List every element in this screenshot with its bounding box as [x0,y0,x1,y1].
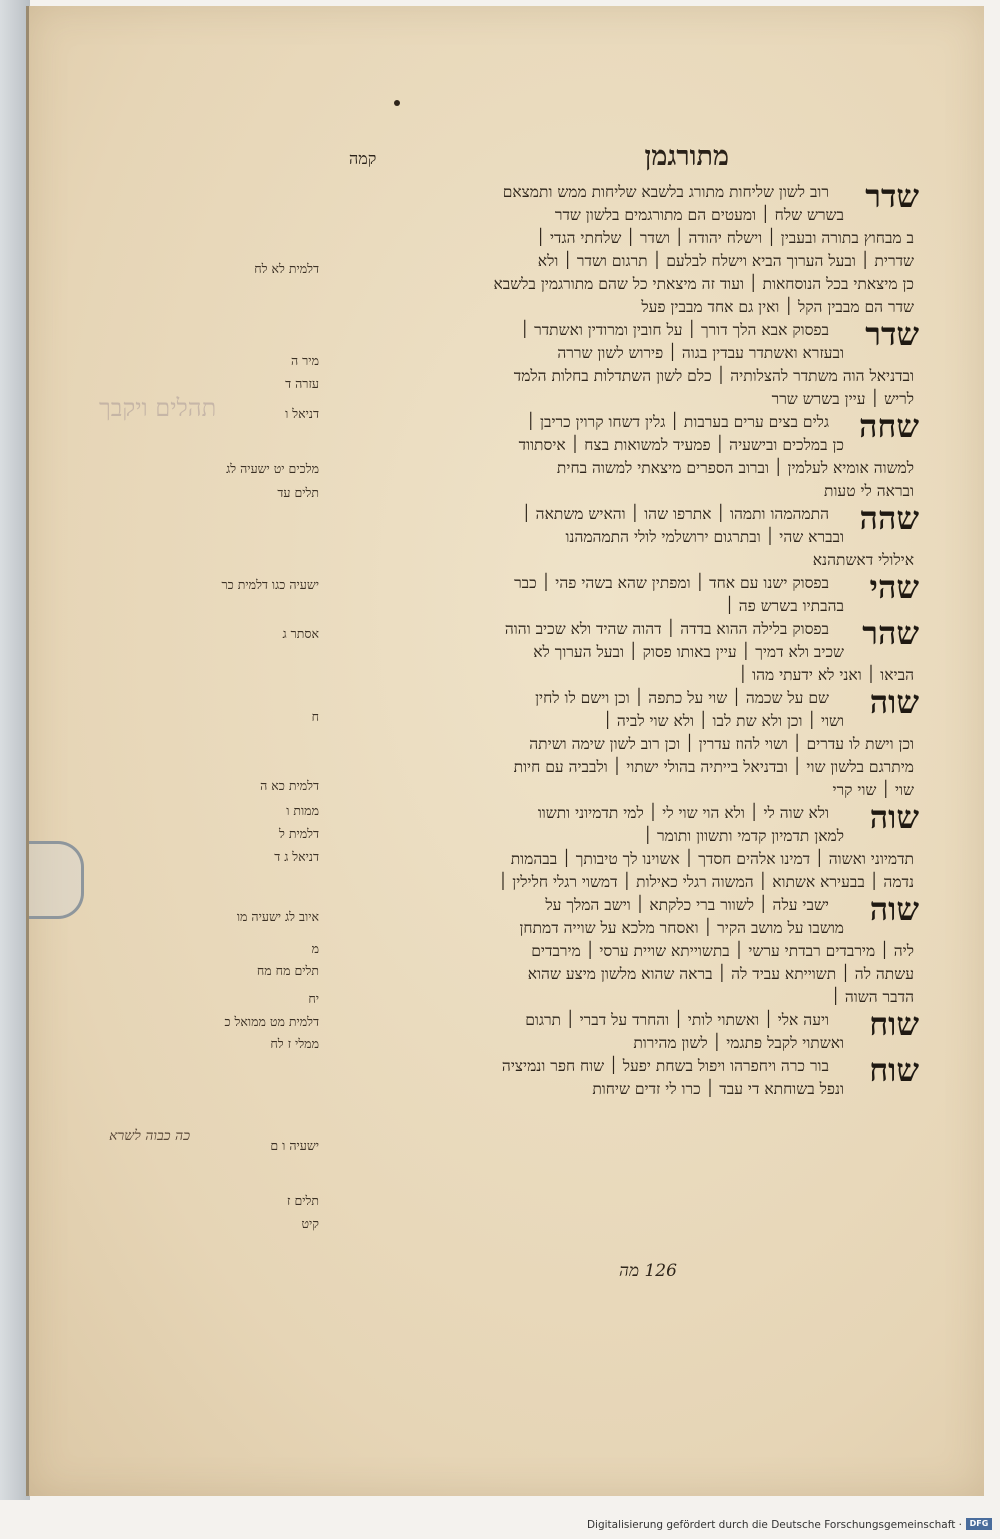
entry-headword: שוה [869,798,919,836]
entry-text-line: גלים בצים ערים בערבות ׀ גלין דשחו קרוין כריבן ׀ [526,413,829,431]
margin-reference: מלכים יט ישעיה לג [226,461,319,476]
entry-headword: שדר [865,315,919,353]
entry-text-line: כן במלכים ובישעיה ׀ פמעיד למשואות בצח ׀ איסתווד [518,436,844,454]
margin-reference: מ [311,941,319,956]
entry-text-line: בפסוק ישנו עם אחד ׀ ומפתין שהא בשהי פהי ׀ כבר [514,574,829,592]
handwritten-margin-note: כה כבוה לשרא [109,1128,191,1144]
dfg-logo: DFG [966,1518,992,1530]
margin-reference: עזרה ד [285,376,319,391]
margin-reference: ישעיה ו ם [270,1138,319,1153]
dictionary-entry [314,177,919,319]
page-header [349,141,729,181]
entry-text-line: בשרש שלח ׀ ומעטים הם מתורגמים בלשון שדר [554,206,844,224]
margin-reference: ח [311,709,319,724]
book-page [26,6,984,1496]
margin-reference: דלמית כא ה [260,778,319,793]
margin-reference: תלים מח מח [256,963,319,978]
margin-reference: אסתר ג [282,626,319,641]
margin-reference: דניאל ג ד [274,849,319,864]
entry-headword: שהה [859,499,919,537]
signature-mark: 126 מה [619,1261,677,1281]
entry-text-line: וכן וישת לו עדרים ׀ ושוי להוז עדרין ׀ וכן רוב לשון שימה ושיתה [529,735,914,753]
entry-text-line: ונפל בשוחתא די עבד ׀ כרו לי זדים שיחות [592,1080,844,1098]
entry-text-line: שוי ׀ שוי קרי [832,781,914,799]
entry-text-line: שם על שכמה ׀ שוי על כתפה ׀ וכן וישם לו לחין [535,689,829,707]
margin-reference: תלים ז [286,1193,319,1208]
entry-text-line: הביאו ׀ ואני לא ידעתי מהו ׀ [738,666,914,684]
digitization-credit: Digitalisierung gefördert durch die Deutsche Forschungsgemeinschaft · [586,1519,962,1531]
dictionary-entry [314,315,919,411]
entry-headword: שוה [869,890,919,928]
entry-headword: שהי [869,568,919,606]
dictionary-entry [314,407,919,503]
margin-reference: ישעיה כגו דלמית כר [221,577,319,592]
dictionary-entry [314,1051,919,1101]
margin-reference: תלים עד [277,485,319,500]
entry-text-line: שדרית ׀ ובעל הערוך הביא וישלח לבלעם ׀ תרגום ושדר ׀ ולא [537,252,914,270]
entry-headword: שוח [869,1005,919,1043]
entry-text-line: למאן תדמיון קדמי ותשוון ותומר ׀ [643,827,844,845]
entry-text-line: ובדניאל הוה משתדר להצלותיה ׀ כלם לשון השתדלות בחלות הלמד [513,367,914,385]
ink-dot [394,100,400,106]
entry-text-line: בור כרה ויחפרהו ויפול בשחת יפעל ׀ שוח חפר ונמיציה [501,1057,829,1075]
entry-text-line: שכיב ולא דמיך ׀ עיין באותו פסוק ׀ ובעל הערוך לא [533,643,844,661]
margin-reference: דלמית לא לח [254,261,319,276]
entry-headword: שהר [862,614,919,652]
entry-text-line: ישבי עלה ׀ לשוור ברי כלקתא ׀ וישב המלך על [545,896,829,914]
paper-clip [29,841,84,919]
dictionary-entry [314,568,919,618]
entry-text-line: ב מבחוץ בתורה ובעבין ׀ וישלח יהודה ׀ ושדר ׀ שלחתי הגדי ׀ [536,229,914,247]
margin-reference: קיט [301,1216,319,1231]
margin-reference: איוב לג ישעיה מו [236,909,319,924]
entry-text-line: ובעזרא ואשתדר עבדין בגוה ׀ פירוש לשון שררה [557,344,844,362]
margin-reference: ממלי ז לח [270,1036,319,1051]
entry-text-line: ובראה לי טעות [824,482,914,500]
entry-text-line: התמהמהו ותמהו ׀ אתרפו שהו ׀ והאיש משתאה ׀ [522,505,829,523]
entry-text-line: ושוי ׀ וכן ולא שת לבו ׀ ולא שוי לביה ׀ [603,712,844,730]
entry-text-line: רוב לשון שליחות מתורג בלשבא שליחות ממש ותמצאם [502,183,829,201]
entry-text-line: נדמה ׀ בבעירא אשתוא ׀ המשוה רגלי כאילות ׀ דמשוי רגלי חלילין ׀ [498,873,914,891]
entry-headword: שדר [865,177,919,215]
dictionary-entry [314,614,919,687]
margin-reference: מיר ה [291,353,319,368]
dictionary-entry [311,683,919,802]
entry-text-line: מושבו על מושב הקיר ׀ ואסחר מלכא על שוייה דמתחן [519,919,844,937]
entry-text-line: ולא שוה לי ׀ ולא הוי שוי לי ׀ למי תדמיוני ותשוו [537,804,829,822]
margin-reference: ממות ו [286,803,319,818]
entry-text-line: הדבר השוה ׀ [831,988,914,1006]
entry-text-line: כן מיצאתי בכל הנוסחאות ׀ ועוד זה מיצאתי כל שהם מתורגמין בלשבא [493,275,914,293]
running-title: מתורגמן [644,141,729,172]
entry-text-line: ובברא שהי ׀ ובתרגום ירושלמי לולי התמהמהנו [565,528,844,546]
entry-text-line: בפסוק אבא הלך דורך ׀ על חובין ומרודין ואשתדר ׀ [520,321,829,339]
entry-text-line: שדר הם מבבין הקל ׀ ואין גם אחד מבבין פעל [641,298,914,316]
dictionary-entry [314,798,919,894]
folio-number: קמה [349,149,377,168]
entry-text-line: עשתה לה ׀ תשוייתא עביד לה ׀ בראה שהוא מלשון מיצע שהוא [527,965,914,983]
entry-text-line: תדמיוני ואשוה ׀ דמינו אלהים חסדך ׀ אשוינו לך טיבותך ׀ בבהמות [510,850,914,868]
entry-text-line: למשוה אומיא לעלמין ׀ וברוב הספרים מיצאתי למשוה בחית [556,459,914,477]
entry-text-line: ויעה אלי ׀ ואשתוי לותי ׀ והחרד על דברי ׀ תרגום [525,1011,829,1029]
margin-reference: דלמית מט ממואל כ [224,1014,319,1029]
entry-text-line: אילולי דאשתהנא [812,551,914,569]
entry-headword: שוה [869,683,919,721]
entry-text-line: ליה ׀ מירבדים רבדתי ערשי ׀ בתשוייתא שויית ערסי ׀ מירבדים [531,942,914,960]
entry-text-line: בפסוק בלילה ההוא בדדה ׀ דהוה שהיד ולא שכיב והוה [504,620,829,638]
bleed-through-text: תהלים ויקבך [99,394,217,422]
entry-text-line: מיתרגם בלשון שוי ׀ ובדניאל בייתיה בהולי ישתוי ׀ ולבביה עם חיות [513,758,914,776]
entry-text-line: לריש ׀ עיין בשרש שרר [771,390,914,408]
margin-reference: דניאל ו [285,406,319,421]
dictionary-entry [314,499,919,572]
entry-headword: שחה [859,407,919,445]
dictionary-entry [314,1005,919,1055]
entry-text-line: ואשתוי לקבל פתגמי ׀ לשון מהירות [633,1034,844,1052]
margin-reference: דלמית ל [279,826,319,841]
entry-headword: שוח [869,1051,919,1089]
margin-reference: יח [308,991,319,1006]
entry-text-line: בהבתיו בשרש פה ׀ [725,597,844,615]
